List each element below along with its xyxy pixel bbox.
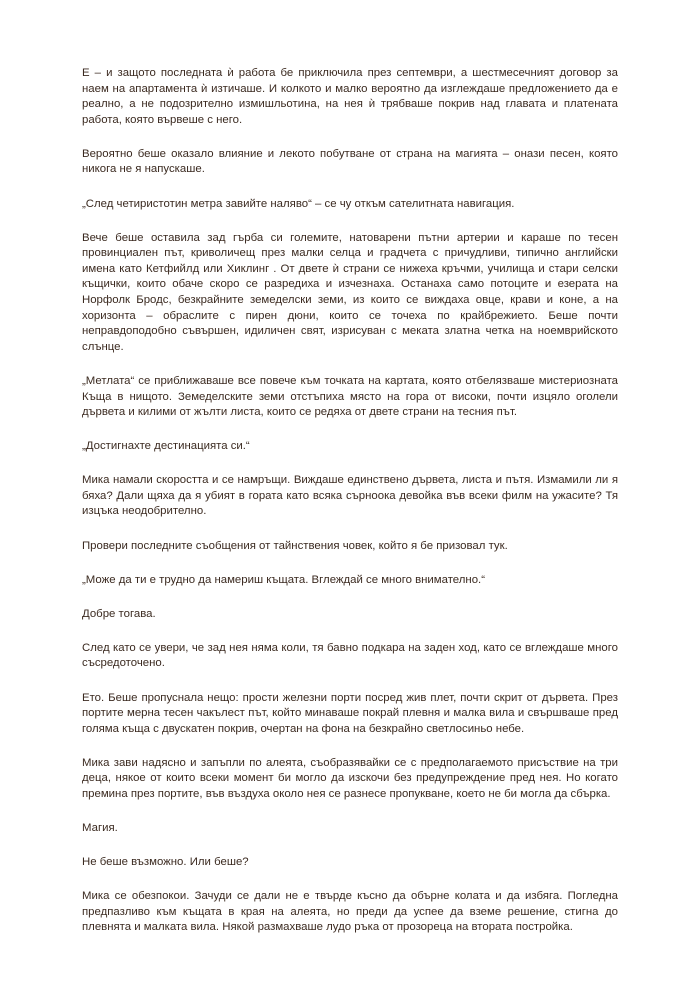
paragraph-2: Вероятно беше оказало влияние и лекото побутване от страна на магията – онази песен, която никога не я напускаше. (82, 147, 618, 176)
paragraph-15: Не беше възможно. Или беше? (82, 856, 249, 869)
paragraph-10: Добре тогава. (82, 607, 156, 620)
paragraph-7: Мика намали скоростта и се намръщи. Виждаше единствено дървета, листа и пътя. Измамили ли я бяха? Дали щяха да я убият в гората като всяка сърноока девойка във всеки филм на ужасите? Тя изцъка неодобрително. (82, 474, 618, 518)
paragraph-9: „Може да ти е трудно да намериш къщата. Вглеждай се много внимателно.“ (82, 573, 485, 586)
paragraph-13: Мика зави надясно и запъпли по алеята, съобразявайки се с предполагаемото присъствие на три деца, някое от които всеки момент би могло да изскочи без предупреждение пред нея. Но когато премина през портите, във въздуха около нея се разнесе пропукване, което не би могла да сбърка. (82, 756, 618, 800)
paragraph-8: Провери последните съобщения от тайнствения човек, който я бе призовал тук. (82, 539, 508, 552)
document-page (82, 66, 618, 955)
paragraph-6: „Достигнахте дестинацията си.“ (82, 440, 250, 453)
paragraph-16: Мика се обезпокои. Зачуди се дали не е твърде късно да обърне колата и да избяга. Погледна предпазливо към къщата в края на алеята, но преди да успее да вземе решение, стигна до плевнята и малката вила. Някой размахваше лудо ръка от прозореца на втората постройка. (82, 890, 618, 934)
paragraph-3: „След четиристотин метра завийте наляво“ – се чу откъм сателитната навигация. (82, 197, 515, 210)
paragraph-4: Вече беше оставила зад гърба си големите, натоварени пътни артерии и караше по тесен провинциален път, криволичещ през малки селца и градчета с причудливи, типично английски имена като Кетфийлд или Хиклинг . От двете ѝ страни се нижеха кръчми, училища и стари селски къщички, които обаче скоро се разредиха и изчезнаха. Останаха само потоците и езерата на Норфолк Бродс, безкрайните земеделски земи, из които се виждаха овце, крави и коне, а на хоризонта – обраслите с пирен дюни, които се точеха по крайбрежието. Беше почти неправдоподобно съвършен, идиличен свят, изрисуван с меката златна четка на ноемврийското слънце. (82, 231, 618, 353)
paragraph-1: Е – и защото последната ѝ работа бе приключила през септември, а шестмесечният договор за наем на апартамента ѝ изтичаше. И колкото и малко вероятно да изглеждаше предложението да е реално, а не подозрително измишльотина, на нея ѝ трябваше покрив над главата и платената работа, която вървеше с него. (82, 67, 618, 126)
paragraph-12: Ето. Беше пропуснала нещо: прости железни порти посред жив плет, почти скрит от дървета. През портите мерна тесен чакълест път, който минаваше покрай плевня и малка вила и свършваше пред голяма къща с двускатен покрив, очертан на фона на безкрайно светлосиньо небе. (82, 691, 618, 735)
paragraph-14: Магия. (82, 822, 118, 835)
paragraph-11: След като се увери, че зад нея няма коли, тя бавно подкара на заден ход, като се вглеждаше много съсредоточено. (82, 641, 618, 670)
paragraph-5: „Метлата“ се приближаваше все повече към точката на картата, която отбелязваше мистериозната Къща в нищото. Земеделските земи отстъпиха място на гора от високи, почти изцяло оголели дървета и килими от жълти листа, които се редяха от двете страни на тесния път. (82, 374, 618, 419)
